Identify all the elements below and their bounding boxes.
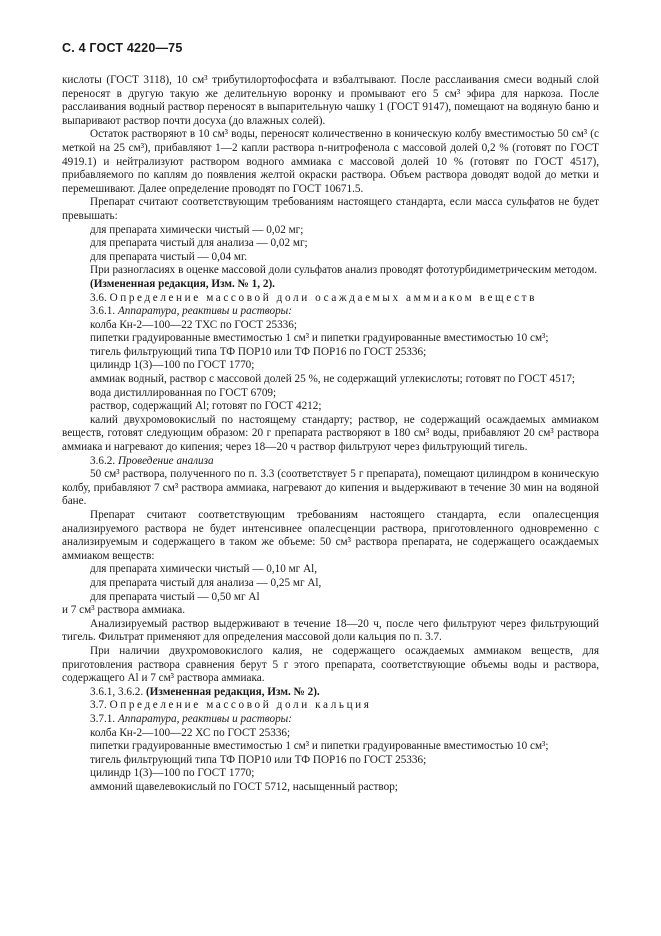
section-heading [62,699,599,713]
amendment-note [62,686,599,700]
section-number: 3.6. [90,291,107,304]
subsection-number: 3.6.1. [90,305,116,318]
list-item: для препарата чистый — 0,50 мг Al [90,590,260,603]
list-item: для препарата чистый для анализа — 0,25 мг Al, [90,576,322,589]
section-title: Определение массовой доли осаждаемых аммиаком веществ [109,291,538,304]
paragraph: и 7 см³ раствора аммиака. [62,604,186,617]
list-item: цилиндр 1(3)—100 по ГОСТ 1770; [90,359,255,372]
paragraph: 50 см³ раствора, полученного по п. 3.3 (соответствует 5 г препарата), помещают цилиндром в коническую колбу, прибавляют 7 см³ раствора аммиака, нагревают до кипения и выдерживают в течение 30 мин на водяной бане. [62,468,599,508]
list-item: для препарата химически чистый — 0,10 мг Al, [90,563,318,576]
list-item: калий двухромовокислый по настоящему стандарту; раствор, не содержащий осаждаемых аммиаком веществ, готовят следующим образом: 20 г препарата растворяют в 180 см³ воды, прибавляют 20 см³ раствора аммиака и нагревают до кипения; через 18—20 ч раствор фильтруют через фильтрующий тигель. [62,413,599,454]
section-number: 3.7. [90,699,107,712]
paragraph: Анализируемый раствор выдерживают в течение 18—20 ч, после чего фильтруют через фильтрующий тигель. Фильтрат применяют для определения массовой доли кальция по п. 3.7. [62,617,599,644]
amendment-text: (Измененная редакция, Изм. № 2). [145,685,320,698]
list-item: тигель фильтрующий типа ТФ ПОР10 или ТФ ПОР16 по ГОСТ 25336; [90,345,427,358]
paragraph: Препарат считают соответствующим требованиям настоящего стандарта, если масса сульфатов не будет превышать: [62,196,599,222]
page-header: С. 4 ГОСТ 4220—75 [62,41,183,55]
amendment-note: (Измененная редакция, Изм. № 1, 2). [90,277,275,290]
list-item: цилиндр 1(3)—100 по ГОСТ 1770; [90,767,255,780]
subsection-number: 3.6.2. [90,454,116,467]
list-item: колба Кн-2—100—22 ТХС по ГОСТ 25336; [90,318,297,331]
subsection-title: Проведение анализа [117,454,214,467]
list-item: аммиак водный, раствор с массовой долей 25 %, не содержащий углекислоты; готовят по ГОСТ 4517; [90,373,575,386]
list-item: пипетки градуированные вместимостью 1 см³ и пипетки градуированные вместимостью 10 см³; [90,740,549,753]
list-item: вода дистиллированная по ГОСТ 6709; [90,386,277,399]
document-body [62,74,599,794]
paragraph: Остаток растворяют в 10 см³ воды, переносят количественно в коническую колбу вместимостью 50 см³ (с меткой на 25 см³), прибавляют 1—2 капли раствора n-нитрофенола с массовой долей 0,2 % (готовят по ГОСТ 4919.1) и нейтрализуют раствором водного аммиака с массовой долей 10 % (готовят по ГОСТ 4517), прибавляемого по каплям до появления желтой окраски раствора. Объем раствора доводят водой до метки и перемешивают. Далее определение проводят по ГОСТ 10671.5. [62,128,599,195]
list-item: пипетки градуированные вместимостью 1 см³ и пипетки градуированные вместимостью 10 см³; [90,332,549,345]
list-item: для препарата чистый — 0,04 мг. [90,250,248,263]
subsection-heading [62,713,599,727]
section-title: Определение массовой доли кальция [109,699,372,712]
paragraph: При разногласиях в оценке массовой доли сульфатов анализ проводят фототурбидиметрическим методом. [90,264,598,277]
subsection-heading [62,455,599,469]
amended-clauses: 3.6.1, 3.6.2. [90,685,144,698]
section-heading [62,292,599,306]
paragraph: Препарат считают соответствующим требованиям настоящего стандарта, если опалесценция анализируемого раствора не будет интенсивнее опалесценции раствора, приготовленного одновременно с анализируемым и содержащего в таком же объеме: 50 см³ раствора препарата, не содержащего осаждаемых аммиаком веществ: [62,509,599,562]
list-item: колба Кн-2—100—22 ХС по ГОСТ 25336; [90,726,291,739]
paragraph: При наличии двухромовокислого калия, не содержащего осаждаемых аммиаком веществ, для приготовления раствора сравнения берут 5 г этого препарата, соответствующие объемы воды и раствора, содержащего Al и 7 см³ раствора аммиака. [62,644,599,685]
subsection-title: Аппаратура, реактивы и растворы: [117,305,292,318]
list-item: для препарата чистый для анализа — 0,02 мг; [90,237,308,250]
subsection-number: 3.7.1. [90,712,116,725]
paragraph: кислоты (ГОСТ 3118), 10 см³ трибутилортофосфата и взбалтывают. После расслаивания смеси водный слой переносят в другую такую же делительную воронку и промывают его 5 см³ эфира для наркоза. После расслаивания водный раствор переносят в выпарительную чашку 1 (ГОСТ 9147), помещают на водяную баню и выпаривают раствор почти досуха (до влажных солей). [62,74,599,127]
subsection-heading [62,305,599,319]
list-item: для препарата химически чистый — 0,02 мг; [90,223,304,236]
list-item: раствор, содержащий Al; готовят по ГОСТ 4212; [90,400,322,413]
subsection-title: Аппаратура, реактивы и растворы: [117,712,292,725]
list-item: аммоний щавелевокислый по ГОСТ 5712, насыщенный раствор; [90,780,398,793]
list-item: тигель фильтрующий типа ТФ ПОР10 или ТФ ПОР16 по ГОСТ 25336; [90,753,427,766]
